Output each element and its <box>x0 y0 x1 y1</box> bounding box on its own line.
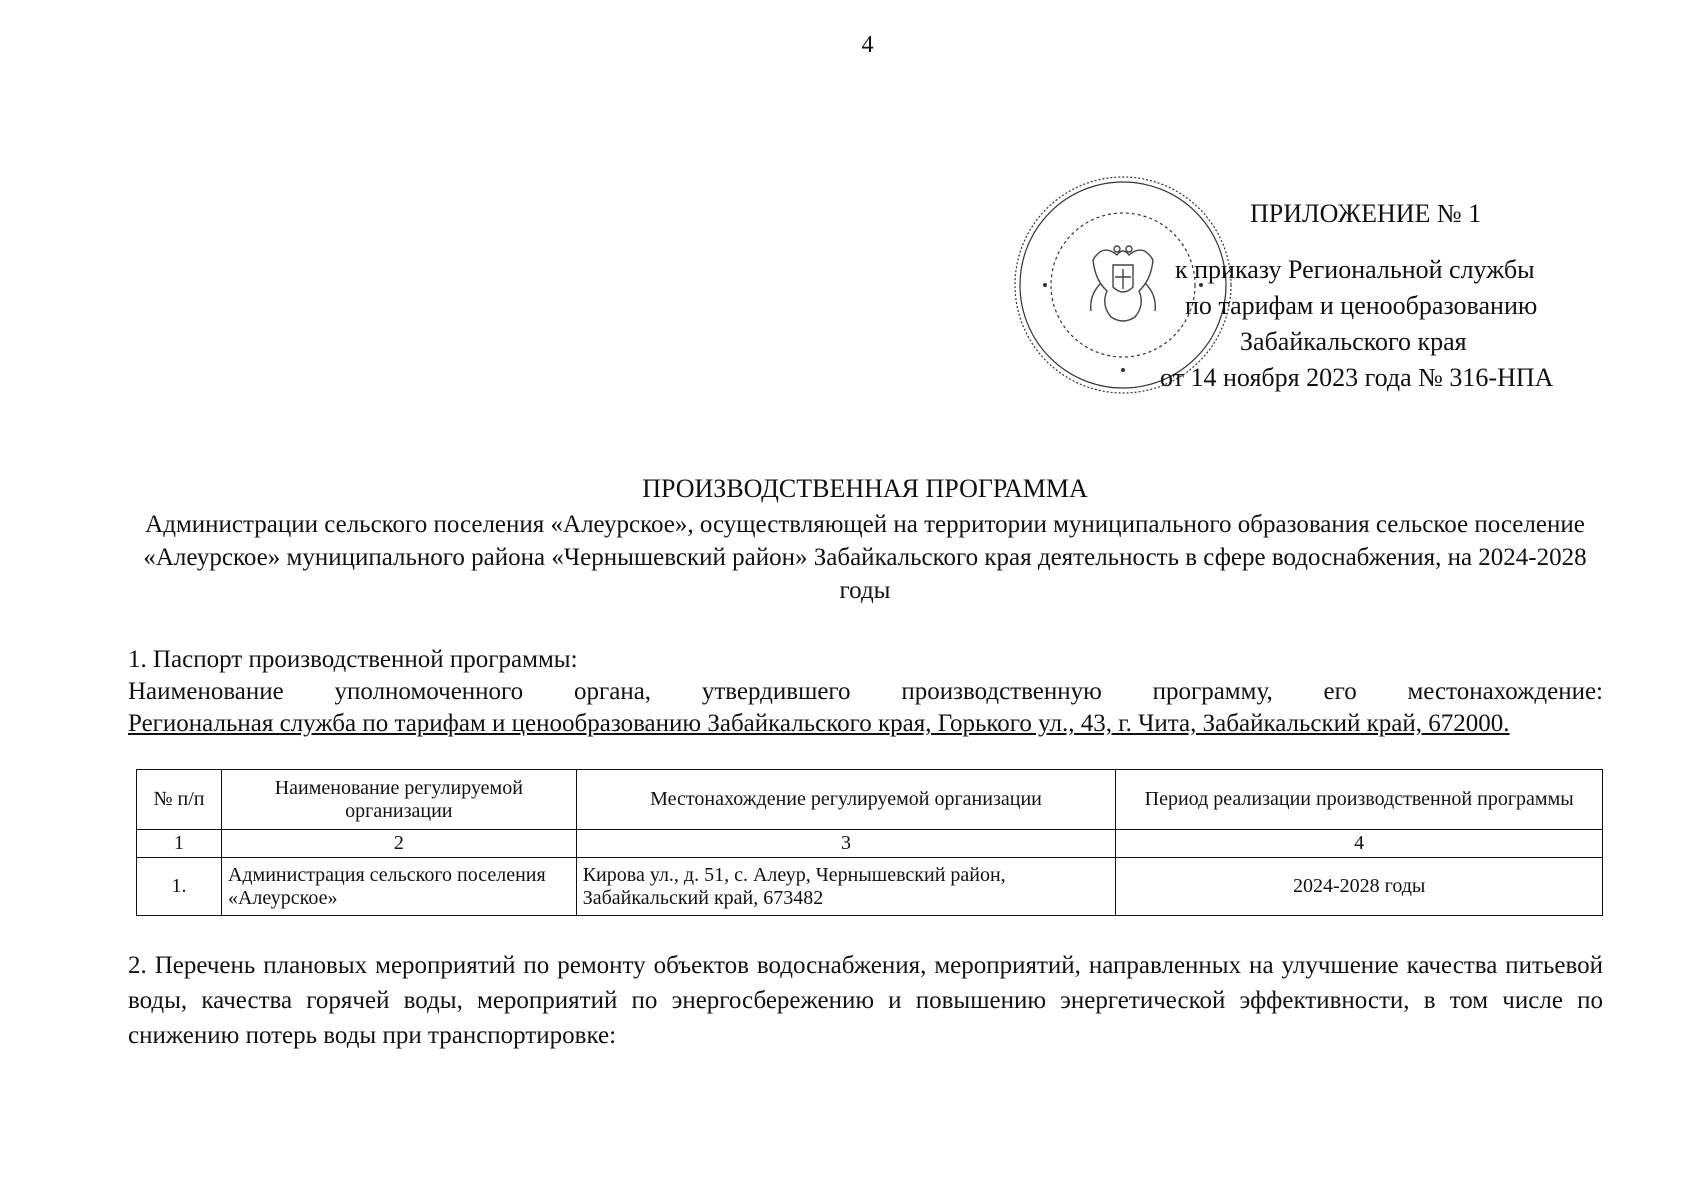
appendix-line-1: к приказу Региональной службы <box>1175 255 1535 284</box>
passport-table <box>136 769 1603 916</box>
section-1 <box>128 644 1603 740</box>
document-subtitle: Администрации сельского поселения «Алеурское», осуществляющей на территории муниципального образования сельское поселение «Алеурское» муниципального района «Чернышевский район» Забайкальского края деятельность в сфере водоснабжения, на 2024-2028 годы <box>143 511 1587 604</box>
appendix-line-2: по тарифам и ценообразованию <box>1185 291 1538 320</box>
appendix-title: ПРИЛОЖЕНИЕ № 1 <box>1250 199 1482 228</box>
appendix-line-3: Забайкальского края <box>1240 327 1467 356</box>
appendix-line-4: от 14 ноября 2023 года № 316-НПА <box>1160 363 1554 392</box>
eagle-emblem-icon <box>1091 246 1156 321</box>
header-name: Наименование регулируемой организации <box>221 770 576 830</box>
column-number: 2 <box>221 830 576 858</box>
header-period: Период реализации производственной программы <box>1116 770 1603 830</box>
row-period: 2024-2028 годы <box>1116 858 1603 916</box>
document-title: ПРОИЗВОДСТВЕННАЯ ПРОГРАММА <box>642 474 1088 503</box>
header-num: № п/п <box>137 770 222 830</box>
column-number: 3 <box>576 830 1116 858</box>
row-organization-name: Администрация сельского поселения «Алеурское» <box>221 858 576 916</box>
page-number: 4 <box>861 32 874 58</box>
section-1-heading: 1. Паспорт производственной программы: <box>128 646 578 673</box>
table-column-numbers-row <box>137 830 1603 858</box>
table-row <box>137 858 1603 916</box>
section-1-intro: Наименование уполномоченного органа, утвердившего производственную программу, его местонахождение: <box>128 678 1603 705</box>
column-number: 1 <box>137 830 222 858</box>
section-2-text: 2. Перечень плановых мероприятий по ремонту объектов водоснабжения, мероприятий, направленных на улучшение качества питьевой воды, качества горячей воды, мероприятий по энергосбережению и повышению энергетической эффективности, в том числе по снижению потерь воды при транспортировке: <box>128 952 1603 1049</box>
table-header-row <box>137 770 1603 830</box>
column-number: 4 <box>1116 830 1603 858</box>
row-organization-location: Кирова ул., д. 51, с. Алеур, Чернышевский район, Забайкальский край, 673482 <box>576 858 1116 916</box>
header-location: Местонахождение регулируемой организации <box>576 770 1116 830</box>
section-1-authority: Региональная служба по тарифам и ценообразованию Забайкальского края, Горького ул., 43, г. Чита, Забайкальский край, 672000. <box>128 710 1510 737</box>
row-num: 1. <box>137 858 222 916</box>
